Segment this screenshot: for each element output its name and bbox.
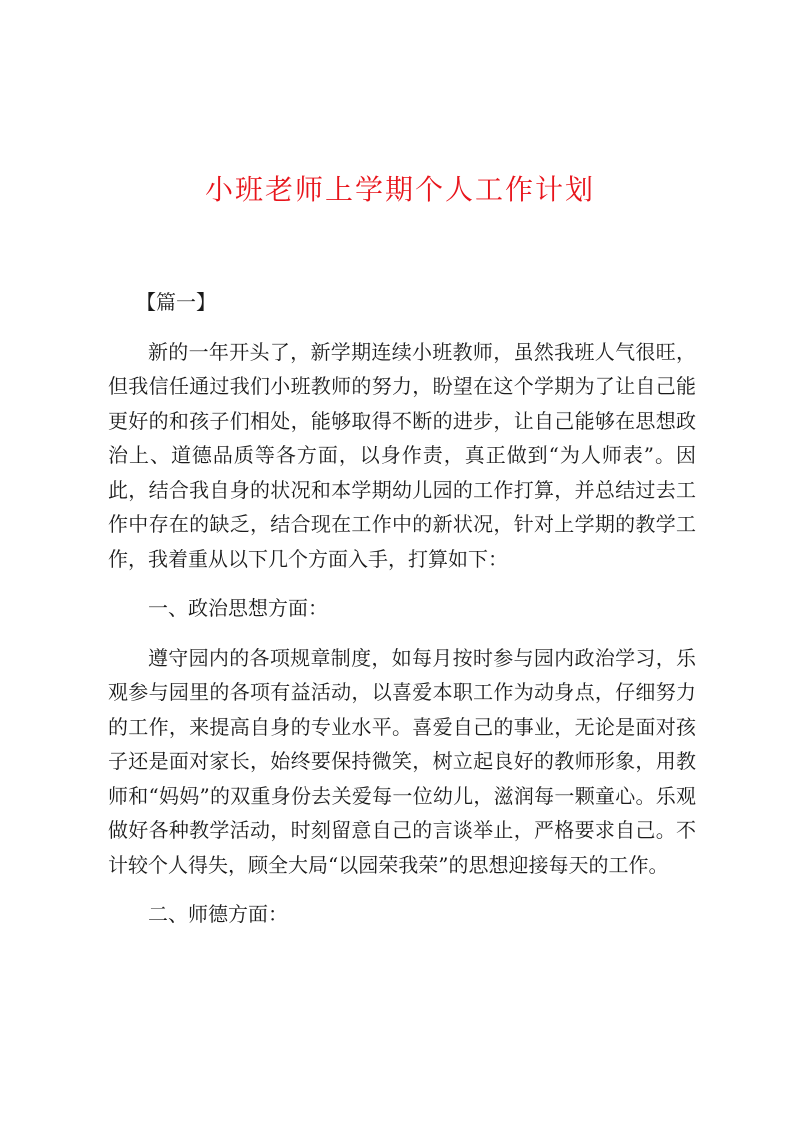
intro-paragraph: 新的一年开头了，新学期连续小班教师，虽然我班人气很旺，但我信任通过我们小班教师的努力，盼望在这个学期为了让自己能更好的和孩子们相处，能够取得不断的进步，让自己能够在思想政治上、道德品质等各方面，以身作责，真正做到“为人师表”。因此，结合我自身的状况和本学期幼儿园的工作打算，并总结过去工作中存在的缺乏，结合现在工作中的新状况，针对上学期的教学工作，我着重从以下几个方面入手，打算如下： [108, 339, 696, 571]
section-heading-ethics: 二、师德方面： [148, 902, 288, 926]
section-label: 【篇一】 [136, 290, 216, 314]
document-title: 小班老师上学期个人工作计划 [204, 173, 595, 206]
document-body [108, 285, 696, 947]
section-heading-politics: 一、政治思想方面： [148, 596, 328, 620]
politics-paragraph: 遵守园内的各项规章制度，如每月按时参与园内政治学习，乐观参与园里的各项有益活动，以喜爱本职工作为动身点，仔细努力的工作，来提高自身的专业水平。喜爱自己的事业，无论是面对孩子还是面对家长，始终要保持微笑，树立起良好的教师形象，用教师和“妈妈”的双重身份去关爱每一位幼儿，滋润每一颗童心。乐观做好各种教学活动，时刻留意自己的言谈举止，严格要求自己。不计较个人得失，顾全大局“以园荣我荣”的思想迎接每天的工作。 [108, 645, 696, 877]
